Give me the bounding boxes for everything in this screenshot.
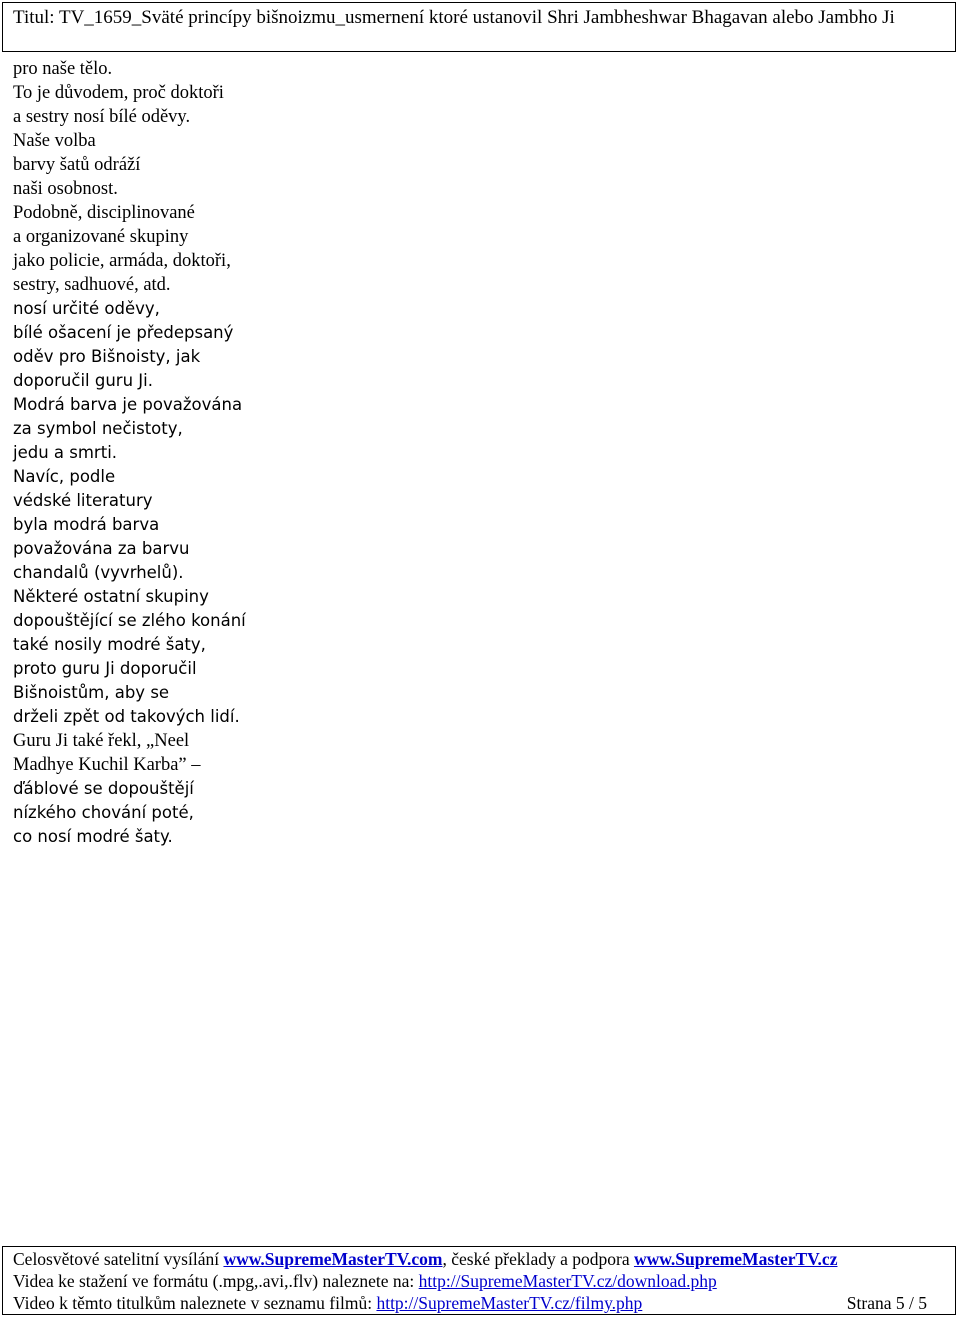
transcript-line: naši osobnost. xyxy=(13,179,118,199)
transcript-line: Některé ostatní skupiny xyxy=(13,587,209,606)
transcript-line: sestry, sadhuové, atd. xyxy=(13,275,171,295)
transcript-line: a sestry nosí bílé oděvy. xyxy=(13,107,191,127)
transcript-line: barvy šatů odráží xyxy=(13,155,141,175)
page-number: Strana 5 / 5 xyxy=(846,1293,927,1313)
transcript-body xyxy=(13,57,613,849)
transcript-line: jako policie, armáda, doktoři, xyxy=(13,251,231,271)
films-link[interactable]: http://SupremeMasterTV.cz/filmy.php xyxy=(376,1293,643,1313)
footer-broadcast-text: Celosvětové satelitní vysílání xyxy=(13,1249,224,1269)
transcript-line: Guru Ji také řekl, „Neel xyxy=(13,731,190,751)
document-title-box xyxy=(2,2,956,52)
footer-broadcast-row xyxy=(13,1248,945,1270)
footer-films-row xyxy=(13,1292,945,1314)
footer-films-text: Video k těmto titulkům naleznete v seznamu filmů: xyxy=(13,1293,377,1313)
transcript-line: a organizované skupiny xyxy=(13,227,189,247)
transcript-line: co nosí modré šaty. xyxy=(13,827,173,846)
page-footer xyxy=(2,1246,956,1315)
transcript-line: védské literatury xyxy=(13,491,153,510)
transcript-line: dopouštějící se zlého konání xyxy=(13,611,246,630)
transcript-line: ďáblové se dopouštějí xyxy=(13,779,194,798)
transcript-line: Madhye Kuchil Karba” – xyxy=(13,755,201,775)
transcript-line: drželi zpět od takových lidí. xyxy=(13,707,240,726)
transcript-line: Podobně, disciplinované xyxy=(13,203,195,223)
transcript-line: bílé ošacení je předepsaný xyxy=(13,323,234,342)
transcript-line: To je důvodem, proč doktoři xyxy=(13,83,224,103)
document-title: Titul: TV_1659_Sväté princípy bišnoizmu_usmernení ktoré ustanovil Shri Jambheshwar Bhagavan alebo Jambho Ji xyxy=(13,7,895,28)
transcript-line: Bišnoistům, aby se xyxy=(13,683,170,702)
transcript-line: proto guru Ji doporučil xyxy=(13,659,197,678)
transcript-line: doporučil guru Ji. xyxy=(13,371,153,390)
suprememastertv-cz-link[interactable]: www.SupremeMasterTV.cz xyxy=(633,1249,838,1269)
transcript-line: Navíc, podle xyxy=(13,467,116,486)
transcript-line: také nosily modré šaty, xyxy=(13,635,206,654)
transcript-line: považována za barvu xyxy=(13,539,190,558)
transcript-line: jedu a smrti. xyxy=(13,443,118,462)
transcript-line: za symbol nečistoty, xyxy=(13,419,183,438)
transcript-line: nosí určité oděvy, xyxy=(13,299,160,318)
footer-download-text: Videa ke stažení ve formátu (.mpg,.avi,.flv) naleznete na: xyxy=(13,1271,419,1291)
transcript-line: oděv pro Bišnoisty, jak xyxy=(13,347,201,366)
transcript-line: Naše volba xyxy=(13,131,96,151)
transcript-line: Modrá barva je považována xyxy=(13,395,243,414)
suprememastertv-com-link[interactable]: www.SupremeMasterTV.com xyxy=(223,1249,443,1269)
footer-translation-text: , české překlady a podpora xyxy=(442,1249,634,1269)
footer-download-row xyxy=(13,1270,945,1292)
transcript-line: byla modrá barva xyxy=(13,515,160,534)
transcript-line: pro naše tělo. xyxy=(13,59,113,79)
transcript-line: nízkého chování poté, xyxy=(13,803,194,822)
transcript-line: chandalů (vyvrhelů). xyxy=(13,563,184,582)
download-link[interactable]: http://SupremeMasterTV.cz/download.php xyxy=(418,1271,717,1291)
